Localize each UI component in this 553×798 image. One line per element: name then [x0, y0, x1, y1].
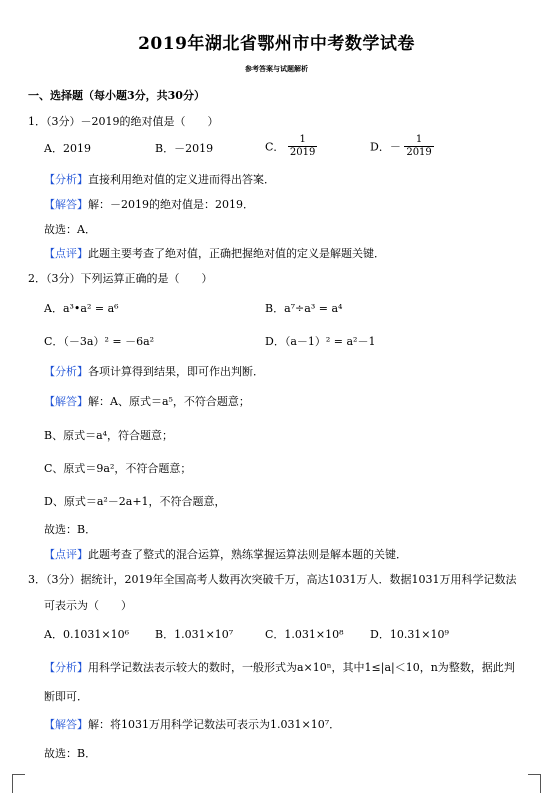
- q3-option-b: B．1.031×10⁷: [155, 628, 234, 641]
- q1-comment-tag: 【点评】: [44, 247, 88, 260]
- q1-comment: [44, 245, 385, 261]
- q3-analysis: [44, 659, 515, 675]
- q2-option-a: A．a³•a² = a⁶: [44, 302, 119, 315]
- q3-option-d: D．10.31×10⁹: [370, 628, 449, 641]
- q1-option-c: [265, 134, 317, 159]
- page-subtitle: 参考答案与试题解析: [245, 64, 308, 73]
- q2-answer-b: B、原式＝a⁴，符合题意；: [44, 429, 174, 442]
- q1-analysis-tag: 【分析】: [44, 173, 88, 186]
- page-corner-mark-right: [528, 774, 541, 793]
- q1-answer: [44, 196, 254, 212]
- q1-stem: 1．（3分）－2019的绝对值是（ ）: [28, 115, 219, 128]
- q3-option-c: C．1.031×10⁸: [265, 628, 344, 641]
- q1-option-d: [370, 134, 434, 159]
- page-corner-mark-left: [12, 774, 25, 793]
- q3-analysis-text: 用科学记数法表示较大的数时，一般形式为a×10ⁿ，其中1≤|a|＜10，n为整数，据此判: [88, 661, 515, 674]
- q1-option-a: A．2019: [44, 142, 91, 155]
- q1-answer-tag: 【解答】: [44, 198, 88, 211]
- q1-answer-text: 解：－2019的绝对值是：2019．: [88, 198, 254, 211]
- q3-analysis-continued: 断即可．: [44, 690, 88, 703]
- q1-choice: 故选：A．: [44, 223, 96, 236]
- q2-comment: [44, 546, 407, 562]
- q2-choice: 故选：B．: [44, 523, 97, 536]
- q2-comment-text: 此题考查了整式的混合运算，熟练掌握运算法则是解本题的关键．: [88, 548, 407, 561]
- q2-comment-tag: 【点评】: [44, 548, 88, 561]
- q2-answer-d: D、原式＝a²－2a+1，不符合题意，: [44, 495, 226, 508]
- q1-option-d-numerator: 1: [404, 134, 433, 147]
- q1-analysis: [44, 171, 275, 187]
- q2-answer-text: 解：A、原式＝a⁵，不符合题意；: [88, 395, 250, 408]
- q1-option-d-label: D．－: [370, 140, 401, 154]
- q1-analysis-text: 直接利用绝对值的定义进而得出答案．: [88, 173, 275, 186]
- q1-option-d-fraction: [404, 134, 433, 159]
- page-title: 2019年湖北省鄂州市中考数学试卷: [138, 34, 415, 54]
- q1-comment-text: 此题主要考查了绝对值，正确把握绝对值的定义是解题关键．: [88, 247, 385, 260]
- q1-option-c-fraction: [288, 134, 317, 159]
- q2-option-d: D．（a－1）² = a²－1: [265, 335, 376, 348]
- q1-option-c-denominator: 2019: [289, 147, 316, 158]
- q3-answer: [44, 716, 340, 732]
- q2-option-b: B．a⁷÷a³ = a⁴: [265, 302, 343, 315]
- q3-answer-text: 解：将1031万用科学记数法可表示为1.031×10⁷．: [88, 718, 341, 731]
- q1-option-c-label: C．: [265, 140, 285, 154]
- q2-answer: [44, 393, 250, 409]
- section-heading: 一、选择题（每小题3分，共30分）: [28, 89, 205, 102]
- q3-answer-tag: 【解答】: [44, 718, 88, 731]
- q1-option-c-numerator: 1: [288, 134, 317, 147]
- q2-analysis: [44, 363, 264, 379]
- q2-answer-tag: 【解答】: [44, 395, 88, 408]
- q3-option-a: A．0.1031×10⁶: [44, 628, 130, 641]
- q1-option-d-denominator: 2019: [406, 147, 432, 158]
- q2-answer-c: C、原式＝9a²，不符合题意；: [44, 462, 192, 475]
- q2-analysis-text: 各项计算得到结果，即可作出判断．: [88, 365, 264, 378]
- q1-option-b: B．－2019: [155, 142, 214, 155]
- q3-analysis-tag: 【分析】: [44, 661, 88, 674]
- q3-stem-line2: 可表示为（ ）: [44, 599, 132, 612]
- q3-stem-line1: 3．（3分）据统计，2019年全国高考人数再次突破千万，高达1031万人．数据1031万用科学记数法: [28, 573, 517, 586]
- q2-analysis-tag: 【分析】: [44, 365, 88, 378]
- q2-option-c: C．（－3a）² = －6a²: [44, 335, 155, 348]
- q3-choice: 故选：B．: [44, 747, 97, 760]
- q2-stem: 2．（3分）下列运算正确的是（ ）: [28, 272, 213, 285]
